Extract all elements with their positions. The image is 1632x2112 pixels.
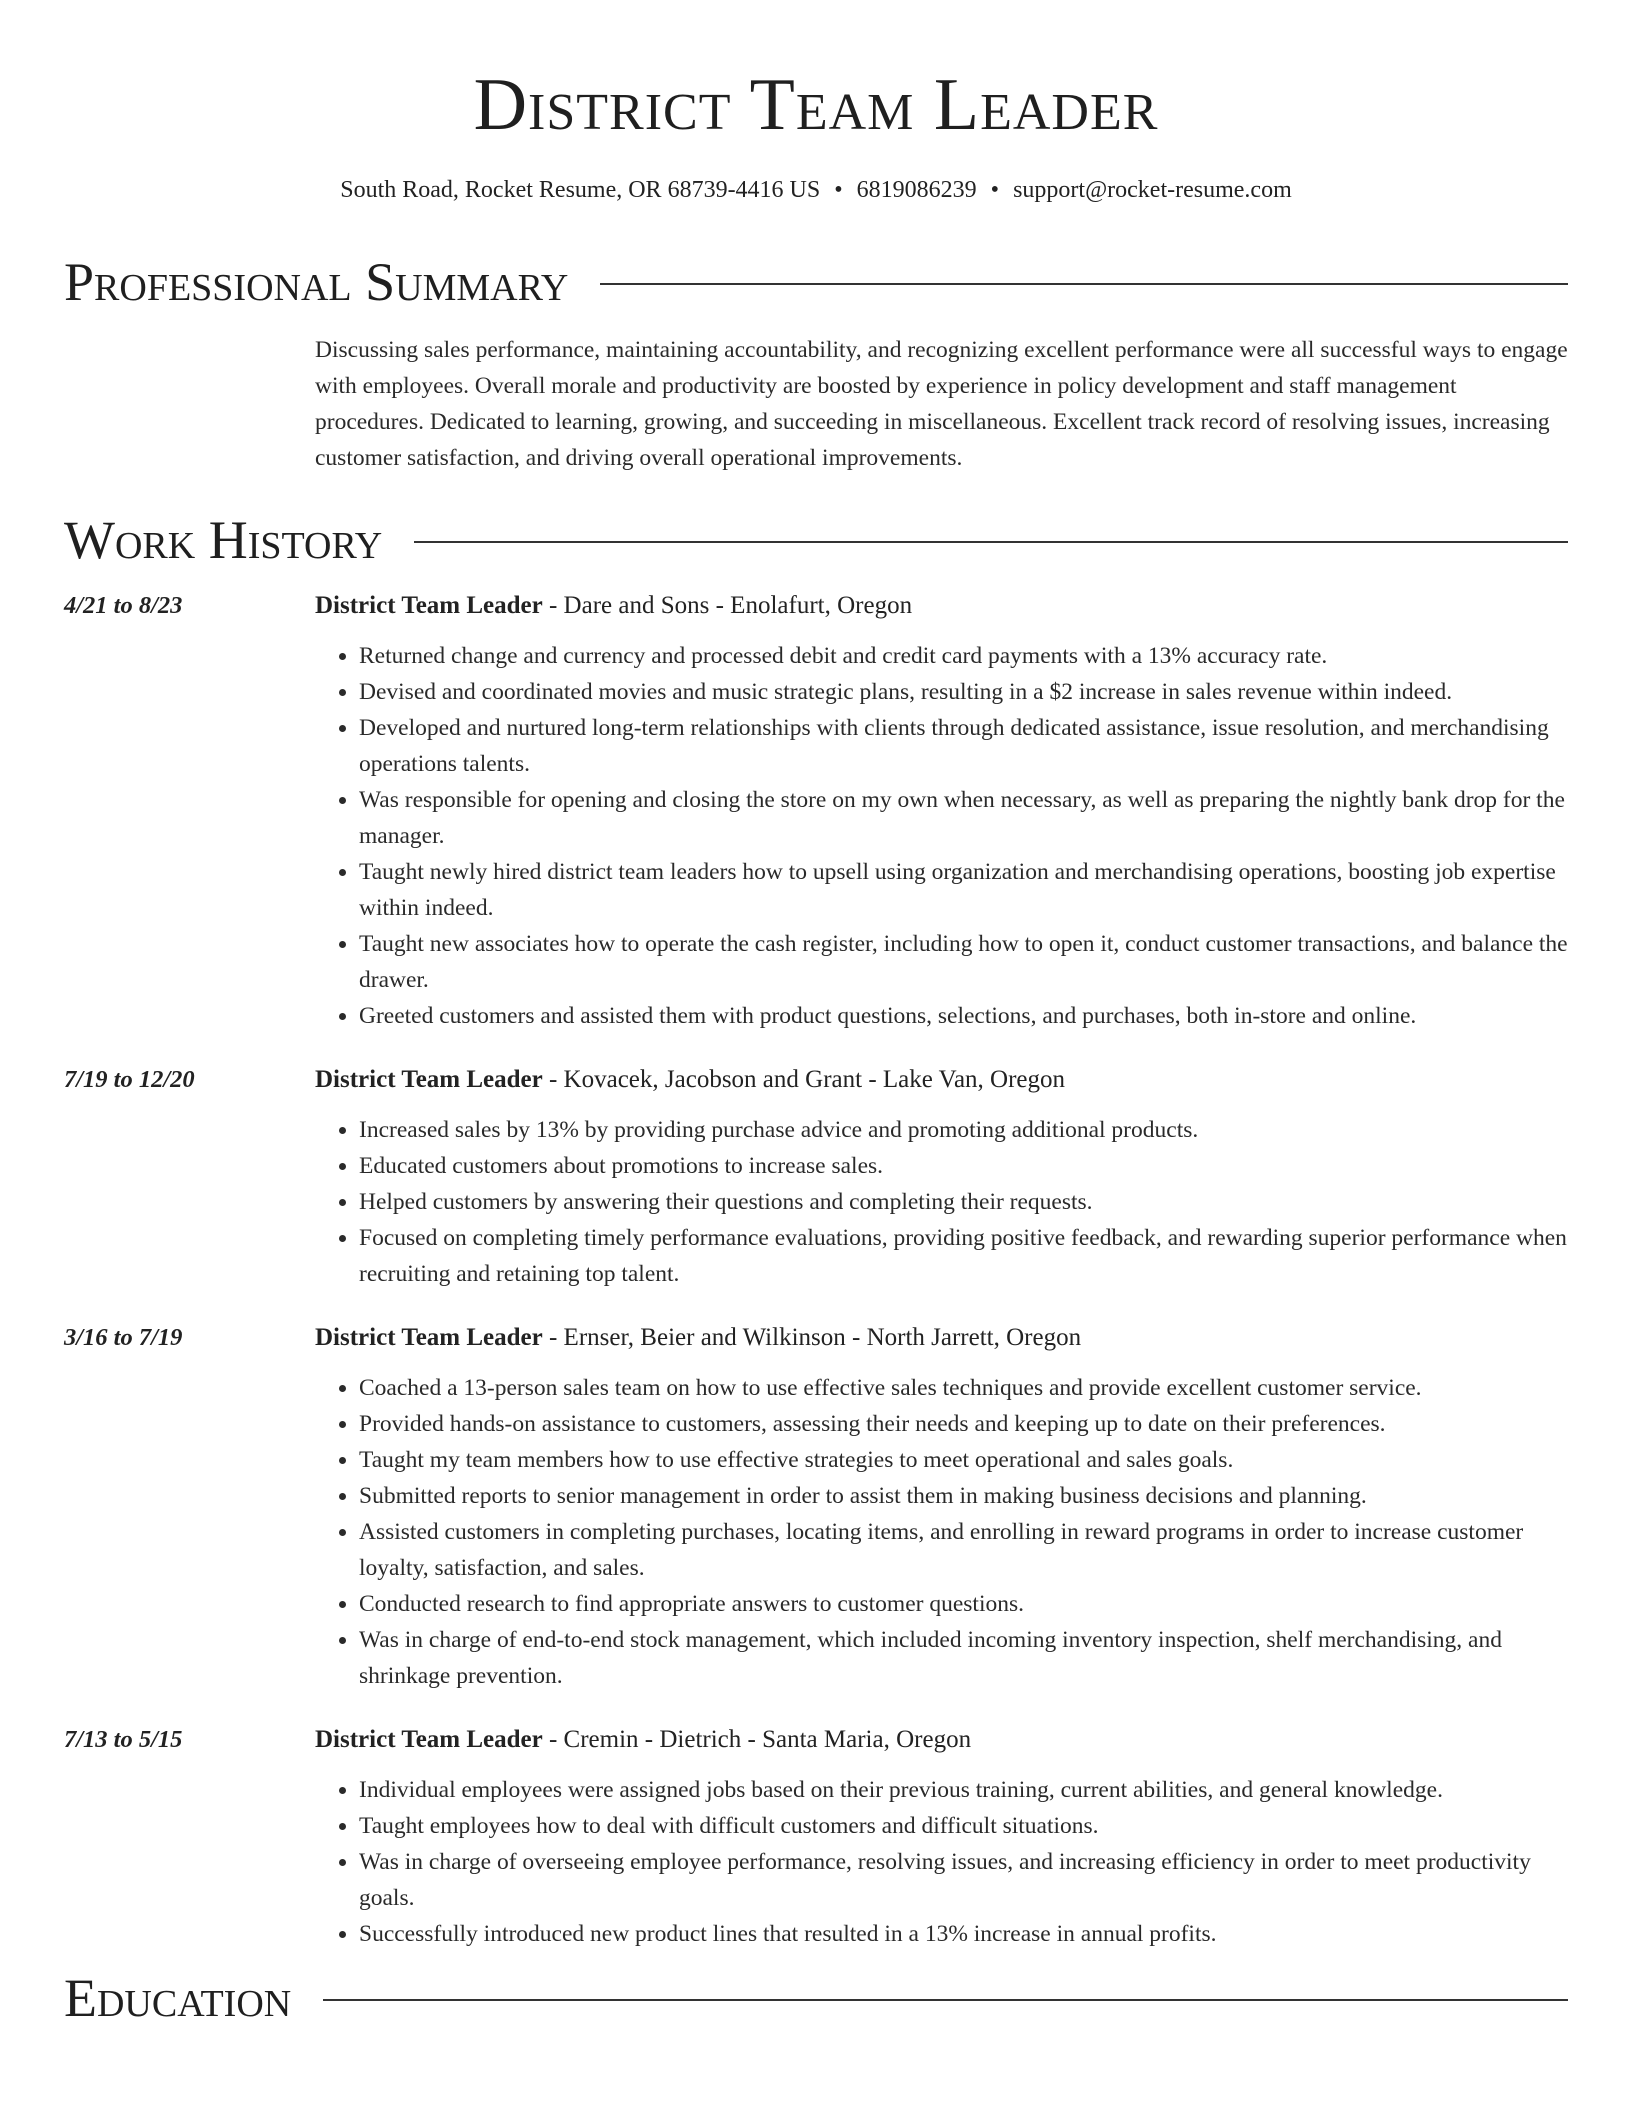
list-item: • Taught new associates how to operate the cash register, including how to open it, conduct customer transactions, and balance the drawer. [359, 926, 1568, 998]
list-item: • Taught my team members how to use effective strategies to meet operational and sales goals. [359, 1442, 1568, 1478]
job-dates: 3/16 to 7/19 [64, 1324, 183, 1351]
job-company-location: - Dare and Sons - Enolafurt, Oregon [542, 592, 913, 619]
job-body [315, 1722, 1568, 1952]
list-item: • Helped customers by answering their questions and completing their requests. [359, 1184, 1568, 1220]
list-item: • Taught employees how to deal with difficult customers and difficult situations. [359, 1808, 1568, 1844]
list-item: • Returned change and currency and processed debit and credit card payments with a 13% accuracy rate. [359, 638, 1568, 674]
job-bullets [315, 1370, 1568, 1694]
job-entry [64, 1320, 1568, 1694]
job-title-line [315, 1320, 1568, 1356]
job-title-line [315, 1722, 1568, 1758]
job-entry [64, 1722, 1568, 1952]
list-item: • Was in charge of end-to-end stock management, which included incoming inventory inspection, shelf merchandising, and shrinkage prevention. [359, 1622, 1568, 1694]
list-item: • Increased sales by 13% by providing purchase advice and promoting additional products. [359, 1112, 1568, 1148]
work-history-list [64, 588, 1568, 1952]
job-bullets [315, 1112, 1568, 1292]
summary-text: Discussing sales performance, maintaining accountability, and recognizing excellent performance were all successful ways to engage with employees. Overall morale and productivity are boosted by experience in policy development and staff management procedures. Dedicated to learning, growing, and succeeding in miscellaneous. Excellent track record of resolving issues, increasing customer satisfaction, and driving overall operational improvements. [315, 337, 1568, 471]
list-item: • Successfully introduced new product lines that resulted in a 13% increase in annual profits. [359, 1916, 1568, 1952]
resume-name: District Team Leader [473, 64, 1159, 146]
job-entry [64, 1062, 1568, 1292]
contact-address: South Road, Rocket Resume, OR 68739-4416 US [340, 177, 821, 203]
job-body [315, 1320, 1568, 1694]
work-history-heading: Work History [64, 510, 383, 570]
list-item: • Greeted customers and assisted them with product questions, selections, and purchases, both in-store and online. [359, 998, 1568, 1034]
list-item: • Coached a 13-person sales team on how to use effective sales techniques and provide excellent customer service. [359, 1370, 1568, 1406]
job-title: District Team Leader [315, 1066, 543, 1093]
job-company-location: - Kovacek, Jacobson and Grant - Lake Van, Oregon [542, 1066, 1066, 1093]
list-item: • Devised and coordinated movies and music strategic plans, resulting in a $2 increase in sales revenue within indeed. [359, 674, 1568, 710]
contact-separator: • [990, 177, 1000, 203]
list-item: • Was in charge of overseeing employee performance, resolving issues, and increasing efficiency in order to meet productivity goals. [359, 1844, 1568, 1916]
list-item: • Individual employees were assigned jobs based on their previous training, current abilities, and general knowledge. [359, 1772, 1568, 1808]
contact-line [64, 174, 1568, 206]
list-item: • Developed and nurtured long-term relationships with clients through dedicated assistance, issue resolution, and merchandising operations talents. [359, 710, 1568, 782]
job-body [315, 1062, 1568, 1292]
job-dates: 7/13 to 5/15 [64, 1726, 183, 1753]
list-item: • Was responsible for opening and closing the store on my own when necessary, as well as preparing the nightly bank drop for the manager. [359, 782, 1568, 854]
job-body [315, 588, 1568, 1034]
section-divider [600, 283, 1568, 285]
contact-email: support@rocket-resume.com [1013, 177, 1292, 203]
section-divider [414, 541, 1568, 543]
job-dates: 4/21 to 8/23 [64, 592, 183, 619]
list-item: • Assisted customers in completing purchases, locating items, and enrolling in reward programs in order to increase customer loyalty, satisfaction, and sales. [359, 1514, 1568, 1586]
education-heading: Education [64, 1968, 292, 2028]
job-title-line [315, 1062, 1568, 1098]
work-history-section-header [64, 508, 1568, 572]
job-title: District Team Leader [315, 1726, 543, 1753]
job-bullets [315, 638, 1568, 1034]
job-company-location: - Ernser, Beier and Wilkinson - North Jarrett, Oregon [542, 1324, 1082, 1351]
job-dates: 7/19 to 12/20 [64, 1066, 195, 1093]
contact-separator: • [834, 177, 843, 203]
job-entry [64, 588, 1568, 1034]
list-item: • Conducted research to find appropriate answers to customer questions. [359, 1586, 1568, 1622]
section-divider [323, 1999, 1568, 2001]
list-item: • Focused on completing timely performance evaluations, providing positive feedback, and rewarding superior performance when recruiting and retaining top talent. [359, 1220, 1568, 1292]
job-company-location: - Cremin - Dietrich - Santa Maria, Oregon [542, 1726, 972, 1753]
list-item: • Provided hands-on assistance to customers, assessing their needs and keeping up to date on their preferences. [359, 1406, 1568, 1442]
job-title-line [315, 588, 1568, 624]
contact-phone: 6819086239 [856, 177, 977, 203]
list-item: • Submitted reports to senior management in order to assist them in making business decisions and planning. [359, 1478, 1568, 1514]
list-item: • Educated customers about promotions to increase sales. [359, 1148, 1568, 1184]
job-bullets [315, 1772, 1568, 1952]
education-section-header [64, 1966, 1568, 2030]
summary-heading: Professional Summary [64, 252, 569, 312]
list-item: • Taught newly hired district team leaders how to upsell using organization and merchandising operations, boosting job expertise within indeed. [359, 854, 1568, 926]
job-title: District Team Leader [315, 1324, 543, 1351]
summary-section-header [64, 250, 1568, 314]
job-title: District Team Leader [315, 592, 543, 619]
